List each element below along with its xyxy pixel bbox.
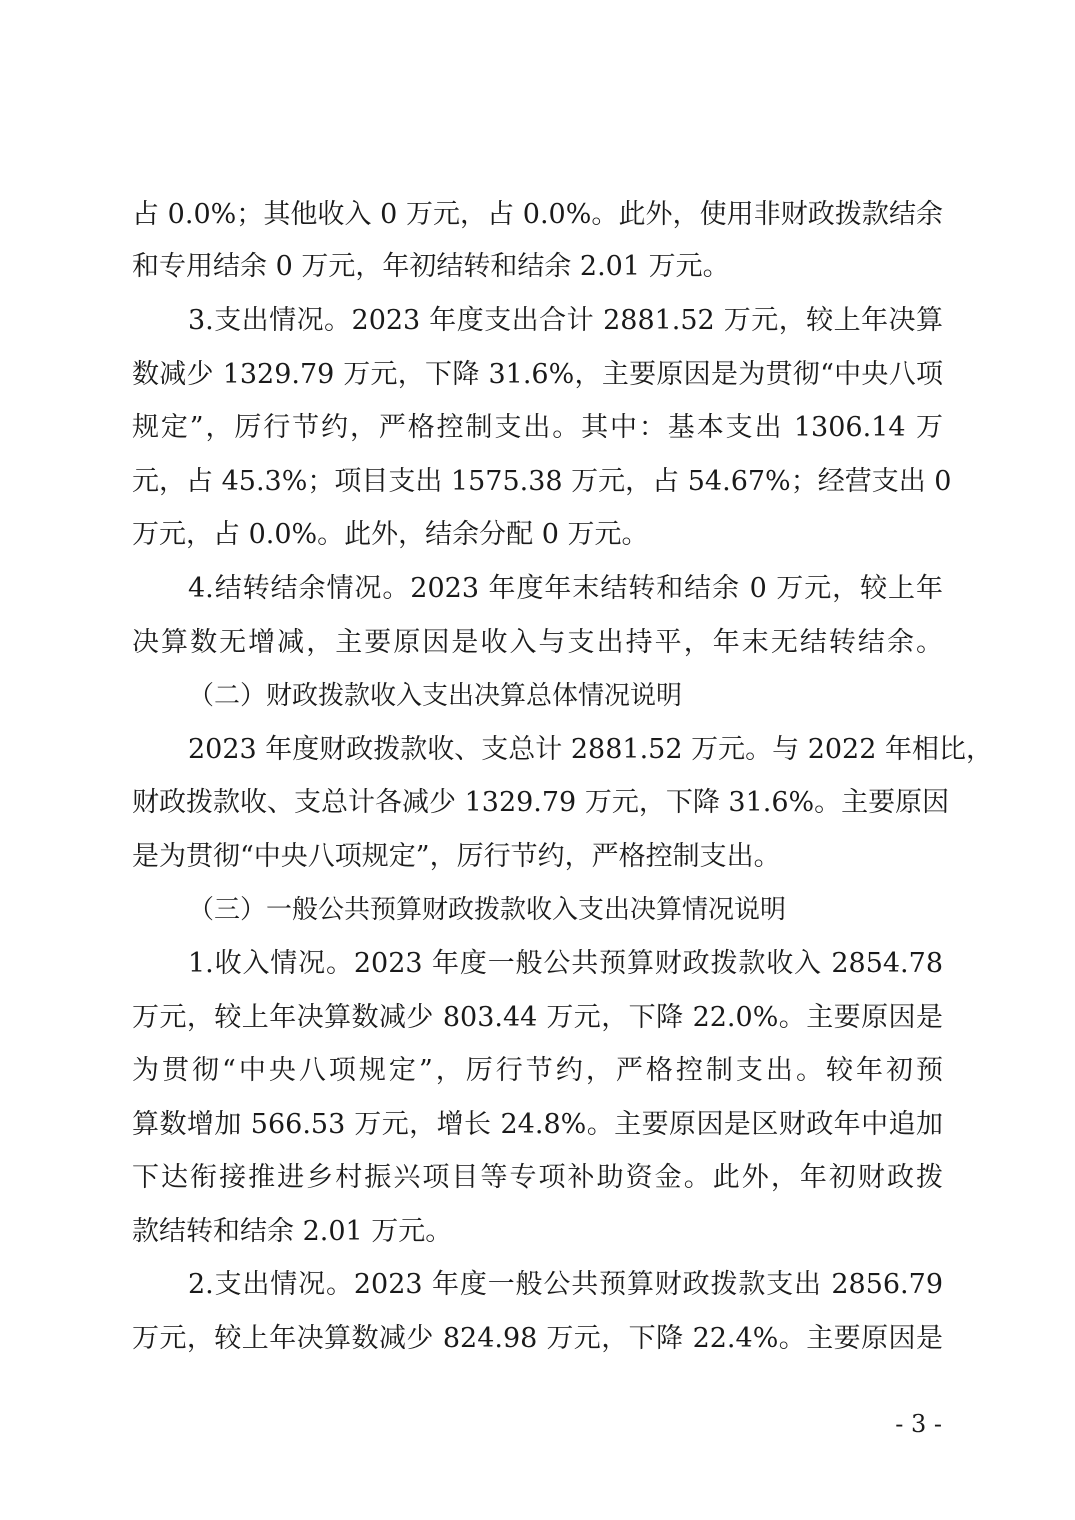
body-text-line: 4.结转结余情况。2023 年度年末结转和结余 0 万元，较上年 (188, 573, 943, 604)
body-text-line: 规定”，厉行节约，严格控制支出。其中：基本支出 1306.14 万 (132, 412, 943, 443)
body-text-line: 万元，占 0.0%。此外，结余分配 0 万元。 (132, 519, 649, 550)
body-text-line: 元，占 45.3%；项目支出 1575.38 万元，占 54.67%；经营支出 0 (132, 466, 952, 497)
body-text-line: 算数增加 566.53 万元，增长 24.8%。主要原因是区财政年中追加 (132, 1109, 943, 1140)
body-text-line: 为贯彻“中央八项规定”，厉行节约，严格控制支出。较年初预 (132, 1055, 943, 1086)
body-text-line: 万元，较上年决算数减少 824.98 万元，下降 22.4%。主要原因是 (132, 1323, 943, 1354)
body-text-line: 占 0.0%；其他收入 0 万元，占 0.0%。此外，使用非财政拨款结余 (132, 199, 943, 230)
body-text-line: 款结转和结余 2.01 万元。 (132, 1216, 453, 1247)
page-number: - 3 - (895, 1410, 942, 1438)
body-text-line: 是为贯彻“中央八项规定”，厉行节约，严格控制支出。 (132, 841, 781, 872)
body-text-line: 万元，较上年决算数减少 803.44 万元，下降 22.0%。主要原因是 (132, 1002, 943, 1033)
body-text-line: 和专用结余 0 万元，年初结转和结余 2.01 万元。 (132, 251, 730, 282)
body-text-line: 财政拨款收、支总计各减少 1329.79 万元，下降 31.6%。主要原因 (132, 787, 950, 818)
body-text-line: 决算数无增减，主要原因是收入与支出持平，年末无结转结余。 (132, 627, 943, 658)
body-text-line: 下达衔接推进乡村振兴项目等专项补助资金。此外，年初财政拨 (132, 1162, 943, 1193)
body-text-line: 1.收入情况。2023 年度一般公共预算财政拨款收入 2854.78 (188, 948, 943, 979)
body-text-line: 2023 年度财政拨款收、支总计 2881.52 万元。与 2022 年相比， (188, 734, 993, 765)
section-heading: （二）财政拨款收入支出决算总体情况说明 (188, 681, 683, 711)
body-text-line: 3.支出情况。2023 年度支出合计 2881.52 万元，较上年决算 (188, 305, 943, 336)
body-text-line: 2.支出情况。2023 年度一般公共预算财政拨款支出 2856.79 (188, 1269, 943, 1300)
body-text-line: 数减少 1329.79 万元，下降 31.6%，主要原因是为贯彻“中央八项 (132, 359, 943, 390)
section-heading: （三）一般公共预算财政拨款收入支出决算情况说明 (188, 895, 787, 925)
